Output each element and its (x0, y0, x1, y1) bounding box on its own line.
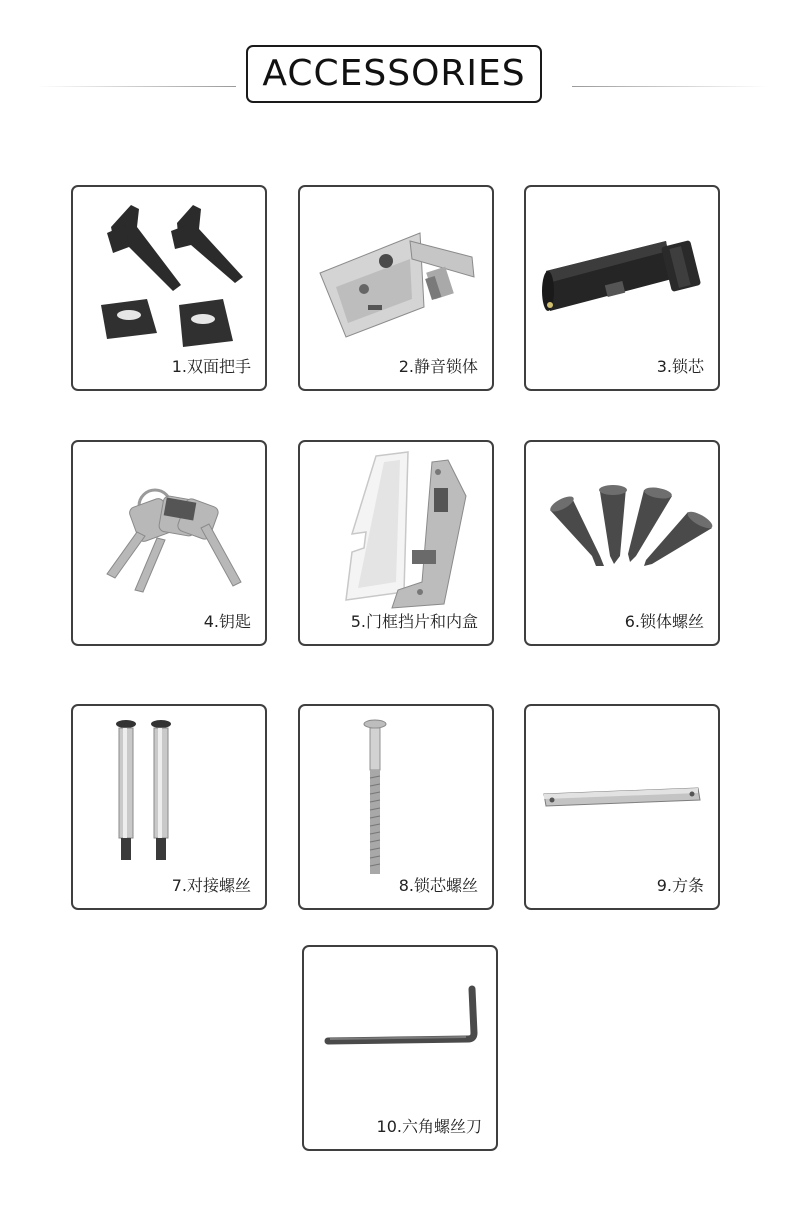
item-label: 6.锁体螺丝 (624, 612, 704, 631)
item-label: 1.双面把手 (171, 357, 251, 376)
item-label: 7.对接螺丝 (171, 876, 251, 895)
item-label: 10.六角螺丝刀 (376, 1117, 482, 1136)
accessory-card-connecting-screws (71, 704, 267, 910)
item-label: 2.静音锁体 (398, 357, 478, 376)
accessory-card-cylinder (524, 185, 720, 391)
title-divider-right (572, 86, 768, 87)
accessory-card-hex-key (302, 945, 498, 1151)
item-label: 9.方条 (656, 876, 704, 895)
accessory-card-spindle (524, 704, 720, 910)
accessory-card-strike-plate (298, 440, 494, 646)
accessory-card-lock-screws (524, 440, 720, 646)
accessory-card-handles (71, 185, 267, 391)
title-divider-left (36, 86, 236, 87)
title-box (246, 45, 542, 103)
item-label: 3.锁芯 (656, 357, 704, 376)
accessory-card-keys (71, 440, 267, 646)
item-label: 8.锁芯螺丝 (398, 876, 478, 895)
accessory-card-lock-body (298, 185, 494, 391)
accessory-card-cylinder-screw (298, 704, 494, 910)
item-label: 4.钥匙 (203, 612, 251, 631)
page-title: ACCESSORIES (262, 53, 526, 94)
item-label: 5.门框挡片和内盒 (350, 612, 478, 631)
